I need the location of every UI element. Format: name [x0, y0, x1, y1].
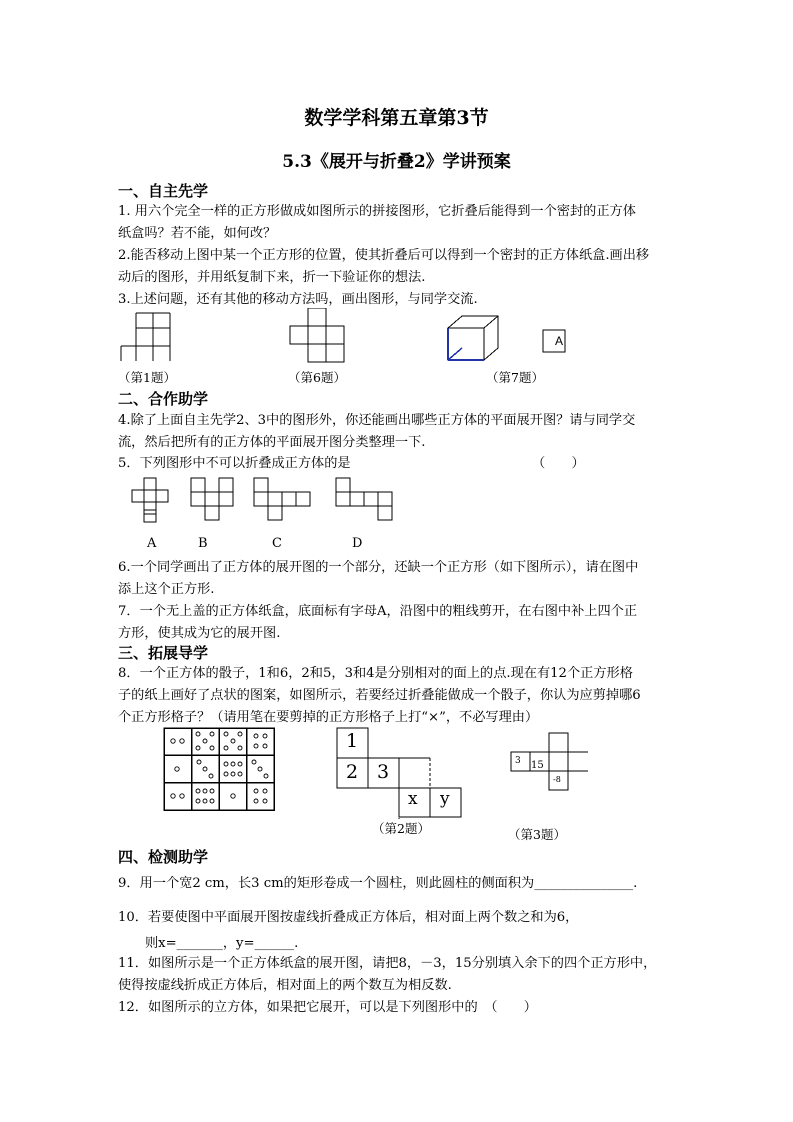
fig6-net	[290, 308, 344, 362]
fig2-number-3: 3	[377, 761, 390, 783]
option-c-label: C	[272, 536, 282, 551]
question-2-line-2: 动后的图形，并用纸复制下来，折一下验证你的想法.	[118, 270, 426, 285]
question-11-line-2: 使得按虚线折成正方体后，相对面上的两个数互为相反数.	[118, 978, 452, 993]
option-d-label: D	[352, 536, 363, 551]
question-4-line-1: 4.除了上面自主先学2、3中的图形外，你还能画出哪些正方体的平面展开图？请与同学交	[118, 413, 636, 428]
section-heading-2: 二、合作助学	[118, 390, 209, 408]
page-title: 数学学科第五章第3节	[304, 107, 489, 129]
question-2-line-1: 2.能否移动上图中某一个正方形的位置，使其折叠后可以得到一个密封的正方体纸盒.画出移	[118, 248, 650, 263]
fig3-number-3: 3	[515, 756, 521, 766]
fig7-letter-a: A	[554, 334, 563, 348]
question-6-line-2: 添上这个正方形.	[118, 582, 215, 597]
question-10-line-1: 10．若要使图中平面展开图按虚线折叠成正方体后，相对面上两个数之和为6，	[118, 910, 579, 925]
question-6-line-1: 6.一个同学画出了正方体的展开图的一个部分，还缺一个正方形（如下图所示），请在图中	[118, 560, 639, 575]
fig2-number-1: 1	[346, 730, 359, 752]
fig3-number-15: 15	[531, 760, 544, 771]
option-c-net	[254, 478, 310, 520]
fig2-y: y	[440, 789, 450, 809]
question-10-line-2: 则x=_______，y=______.	[145, 936, 299, 951]
option-b-label: B	[198, 536, 208, 551]
dice-grid	[163, 727, 278, 812]
caption-fig2: （第2题）	[372, 821, 430, 836]
question-1-line-2: 纸盒吗？若不能，如何改？	[118, 226, 277, 241]
section-heading-4: 四、检测助学	[118, 848, 209, 866]
caption-fig6: （第6题）	[288, 370, 346, 385]
fig2-number-2: 2	[346, 761, 359, 783]
question-12: 12．如图所示的立方体，如果把它展开，可以是下列图形中的 （ ）	[118, 1000, 537, 1015]
question-3: 3.上述问题，还有其他的移动方法吗，画出图形，与同学交流.	[118, 292, 478, 307]
caption-fig1: （第1题）	[118, 370, 176, 385]
section-heading-1: 一、自主先学	[118, 182, 209, 200]
question-5-answer-paren: （ ）	[532, 456, 585, 471]
section-heading-3: 三、拓展导学	[118, 644, 209, 662]
fig2-x: x	[408, 789, 418, 809]
q5-options-figures	[118, 474, 418, 524]
question-1-line-1: 1. 用六个完全一样的正方形做成如图所示的拼接图形，它折叠后能得到一个密封的正方体	[118, 204, 636, 219]
option-b-net	[191, 478, 233, 520]
page-subtitle: 5.3《展开与折叠2》学讲预案	[282, 152, 511, 172]
question-7-line-2: 方形，使其成为它的展开图.	[118, 626, 281, 641]
caption-fig3: （第3题）	[508, 827, 566, 842]
question-8-line-1: 8．一个正方体的骰子，1和6，2和5，3和4是分别相对的面上的点.现在有12个正方形格	[118, 666, 633, 681]
question-11-line-1: 11．如图所示是一个正方体纸盒的展开图，请把8，－3，15分别填入余下的四个正方形中，	[118, 956, 657, 971]
question-9: 9．用一个宽2 cm，长3 cm的矩形卷成一个圆柱，则此圆柱的侧面积为_______________.	[118, 876, 638, 891]
question-8-line-3: 个正方形格子？（请用笔在要剪掉的正方形格子上打“×”，不必写理由）	[118, 710, 539, 725]
option-d-net	[336, 478, 392, 520]
figure-row-1	[115, 308, 675, 368]
option-a-label: A	[147, 536, 157, 551]
question-5: 5．下列图形中不可以折叠成正方体的是	[118, 456, 351, 471]
option-a-net	[132, 478, 168, 522]
question-7-line-1: 7．一个无上盖的正方体纸盒，底面标有字母A，沿图中的粗线剪开，在右图中补上四个正	[118, 604, 638, 619]
fig1-net	[121, 313, 170, 361]
question-4-line-2: 流，然后把所有的正方体的平面展开图分类整理一下.	[118, 435, 426, 450]
caption-fig7: （第7题）	[486, 370, 544, 385]
question-8-line-2: 子的纸上画好了点状的图案，如图所示，若要经过折叠能做成一个骰子，你认为应剪掉哪6	[118, 688, 641, 703]
fig7-open-box	[448, 316, 498, 360]
fig3-number-neg8: -8	[553, 775, 561, 784]
